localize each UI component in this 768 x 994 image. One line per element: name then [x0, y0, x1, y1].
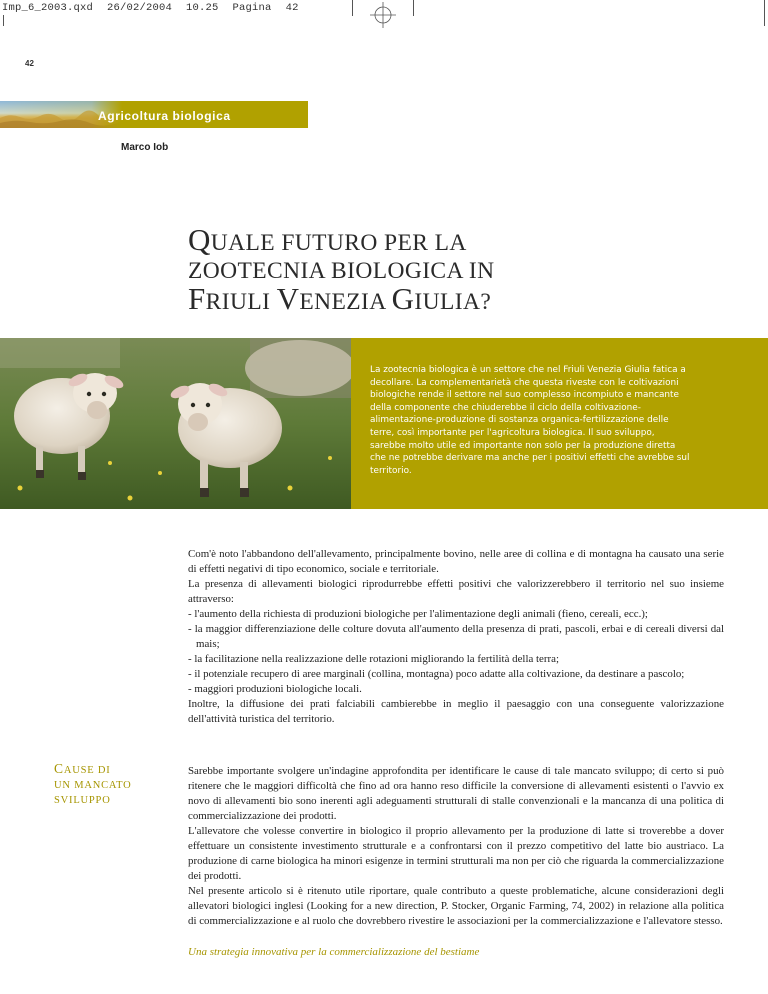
page-number: 42 — [25, 59, 34, 68]
title-line-1-text: UALE FUTURO PER LA — [210, 230, 467, 256]
section-banner — [0, 101, 308, 128]
article-title — [188, 222, 495, 316]
side-heading-line-1-text: AUSE DI — [63, 765, 111, 776]
title-initial: F — [188, 281, 206, 316]
crop-mark — [3, 15, 4, 26]
title-line-1 — [188, 222, 494, 257]
body-paragraph: L'allevatore che volesse convertire in biologico il proprio allevamento per la produzione di latte si troverebbe a dover effettuare un consistente investimento strutturale e a confrontarsi con il prezzo competitivo del latte bio austriaco. La produzione di carne biologica ha minori esigenze in termini strutturali ma non per ciò che riguarda la commercializzazione dei prodotti. — [188, 825, 724, 882]
registration-mark-icon — [370, 2, 396, 28]
title-line-3-text: IULIA? — [414, 289, 492, 315]
side-heading-line-1 — [54, 761, 164, 778]
list-item: - il potenziale recupero di aree marginali (collina, montagna) poco adatte alla coltivazione, da destinare a pascolo; — [188, 668, 685, 680]
list-item: - maggiori produzioni biologiche locali. — [188, 683, 362, 695]
lambs-photo-image — [0, 338, 351, 509]
crop-mark — [352, 0, 353, 16]
title-line-3 — [188, 281, 494, 316]
body-section-2 — [188, 764, 724, 929]
author-name: Marco Iob — [121, 142, 169, 153]
section-label — [98, 109, 231, 123]
abstract-box — [351, 338, 768, 509]
body-paragraph: La presenza di allevamenti biologici riprodurrebbe effetti positivi che valorizzerebbero il territorio nel suo insieme attraverso: — [188, 578, 724, 605]
side-heading-line-2: UN MANCATO — [54, 780, 132, 791]
slug-date: 26/02/2004 — [107, 2, 173, 14]
body-paragraph: Com'è noto l'abbandono dell'allevamento, principalmente bovino, nelle aree di collina e di montagna ha causato una serie di effetti negativi di tipo economico, sociale e territoriale. — [188, 548, 724, 575]
title-initial: V — [276, 281, 300, 316]
slug-filename: Imp_6_2003.qxd — [2, 2, 94, 14]
list-item: - l'aumento della richiesta di produzioni biologiche per l'alimentazione degli animali (fieno, cereali, ecc.); — [188, 608, 648, 620]
title-initial: Q — [188, 222, 211, 257]
title-initial: G — [391, 281, 415, 316]
slug-page-number: 42 — [285, 2, 299, 14]
subheading: Una strategia innovativa per la commercializzazione del bestiame — [188, 946, 480, 958]
slug-page-word: Pagina — [232, 2, 272, 14]
section-label-word-2: biologica — [172, 109, 231, 123]
title-line-2: ZOOTECNIA BIOLOGICA IN — [188, 258, 495, 284]
body-paragraph: Inoltre, la diffusione dei prati falciabili cambierebbe in meglio il paesaggio con una conseguente valorizzazione dell'attività turistica del territorio. — [188, 698, 724, 725]
abstract-text: La zootecnia biologica è un settore che nel Friuli Venezia Giulia fatica a decollare. La complementarietà che questa riveste con le coltivazioni biologiche rende il settore nel suo complesso incompiuto e mancante della componente che chiuderebbe il ciclo della coltivazione-alimentazione-produzione di sostanza organica-fertilizzazione delle terre, così importante per l'agricoltura biologica. Il suo sviluppo, sarebbe molto utile ed importante non solo per la produzione diretta che ne potrebbe derivare ma anche per i positivi effetti che avrebbe sul territorio. — [370, 365, 690, 476]
lambs-photo — [0, 338, 351, 509]
crop-mark — [413, 0, 414, 16]
side-heading-initial: C — [54, 761, 64, 776]
section-label-word-1: Agricoltura — [98, 109, 169, 123]
title-line-3-text: ENEZIA — [299, 289, 392, 315]
title-line-3-text: RIULI — [205, 289, 277, 315]
side-heading — [54, 761, 164, 808]
slug-time: 10.25 — [186, 2, 219, 14]
side-heading-line-3: SVILUPPO — [54, 795, 111, 806]
crop-mark — [764, 0, 765, 26]
print-slug — [2, 2, 313, 14]
list-item: - la maggior differenziazione delle colture dovuta all'aumento della presenza di prati, pascoli, erbai e di cereali diversi dal mais; — [188, 623, 724, 650]
list-item: - la facilitazione nella realizzazione delle rotazioni migliorando la fertilità della terra; — [188, 653, 559, 665]
body-intro — [188, 547, 724, 727]
body-paragraph: Nel presente articolo si è ritenuto utile riportare, quale contributo a queste problematiche, alcune considerazioni degli allevatori biologici inglesi (Looking for a new direction, P. Stocker, Organic Farming, 74, 2002) in relazione alla politica di commercializzazione e al ruolo che dovrebbero rivestire le associazioni per la commercializzazione e l'allevatore stesso. — [188, 885, 724, 927]
body-paragraph: Sarebbe importante svolgere un'indagine approfondita per identificare le cause di tale mancato sviluppo; di certo si può ritenere che le maggiori difficoltà che fino ad ora hanno reso difficile la conversione di allevamenti esistenti o l'avvio ex novo di allevamenti bio sono inerenti agli adeguamenti strutturali di stalle convenzionali e la mancanza di una politica di commercializzazione dei prodotti. — [188, 765, 724, 822]
